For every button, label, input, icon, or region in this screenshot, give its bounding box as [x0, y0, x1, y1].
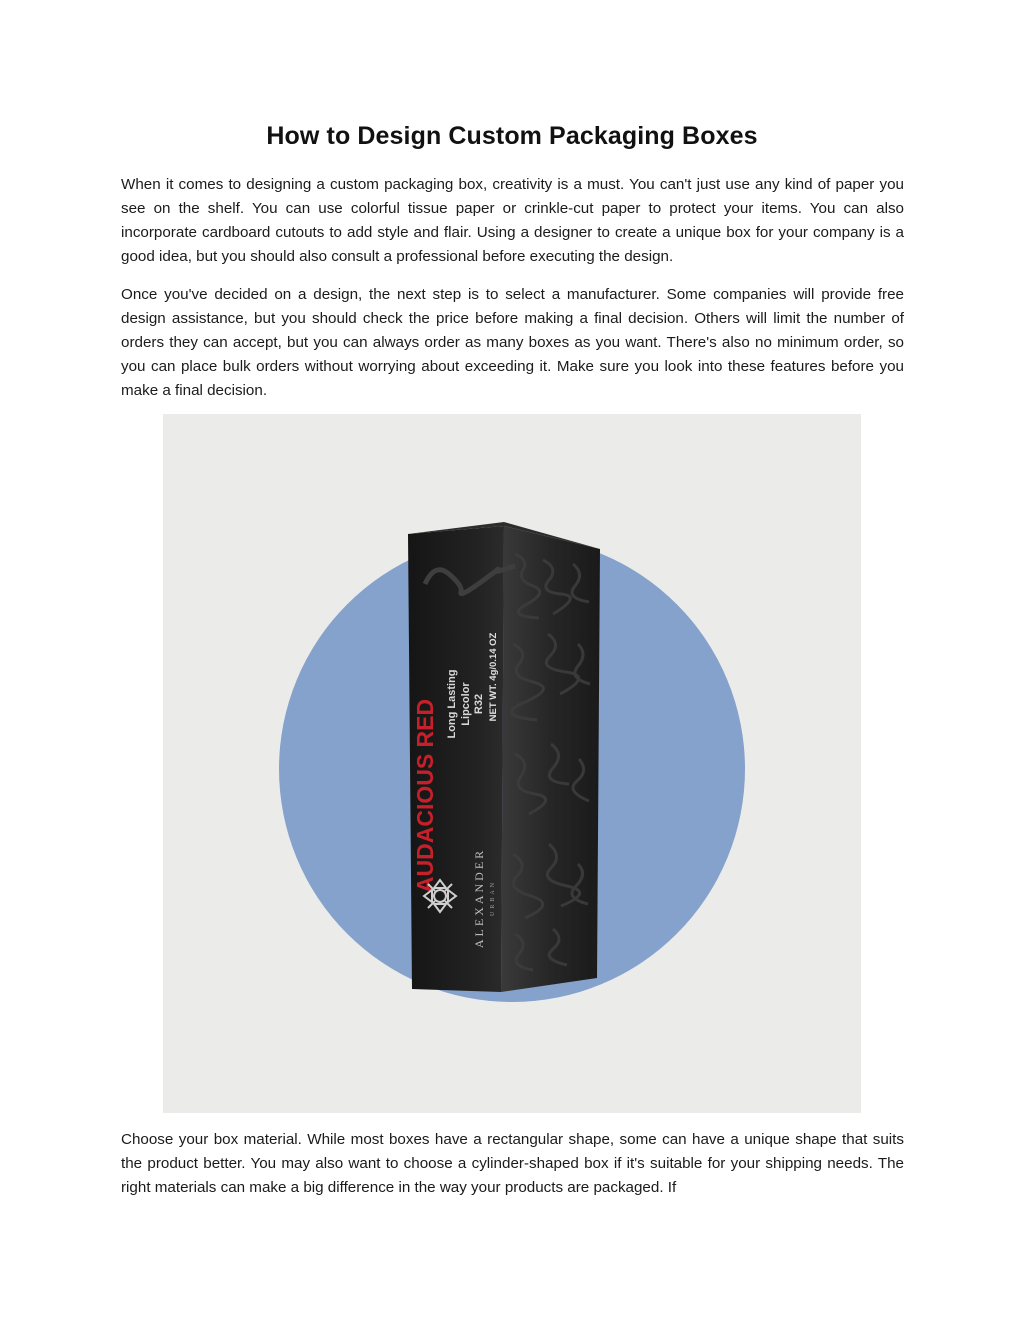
brand-name: ALEXANDER [472, 847, 486, 949]
product-line-1: Long Lasting [446, 669, 458, 739]
paragraph-2: Once you've decided on a design, the next step is to select a manufacturer. Some companies will provide free design assistance, but you should check the price before making a final decision. Others will limit the number of orders they can accept, but you can always order as many boxes as you want. There's also no minimum order, so you can place bulk orders without worrying about exceeding it. Make sure you look into these features before you make a final decision. [121, 286, 904, 399]
page-title: How to Design Custom Packaging Boxes [266, 122, 758, 150]
paragraph-3: Choose your box material. While most boxes have a rectangular shape, some can have a unique shape that suits the product better. You may also want to choose a cylinder-shaped box if it's suitable for your shipping needs. The right materials can make a big difference in the way your products are packaged. If [121, 1131, 904, 1196]
product-shade: R32 [473, 693, 485, 715]
lipstick-box-illustration [163, 414, 861, 1113]
product-image [163, 414, 861, 1113]
product-text-group [412, 699, 438, 893]
product-line-2: Lipcolor [460, 682, 472, 726]
brand-subname: URBAN [490, 879, 496, 917]
net-weight: NET WT. 4g/0.14 OZ [488, 632, 499, 722]
box-side-face [501, 526, 600, 992]
paragraph-1: When it comes to designing a custom packaging box, creativity is a must. You can't just use any kind of paper you see on the shelf. You can use colorful tissue paper or crinkle-cut paper to protect your items. You can also incorporate cardboard cutouts to add style and flair. Using a designer to create a unique box for your company is a good idea, but you should also consult a professional before executing the design. [121, 176, 904, 265]
product-name: AUDACIOUS RED [412, 698, 438, 894]
